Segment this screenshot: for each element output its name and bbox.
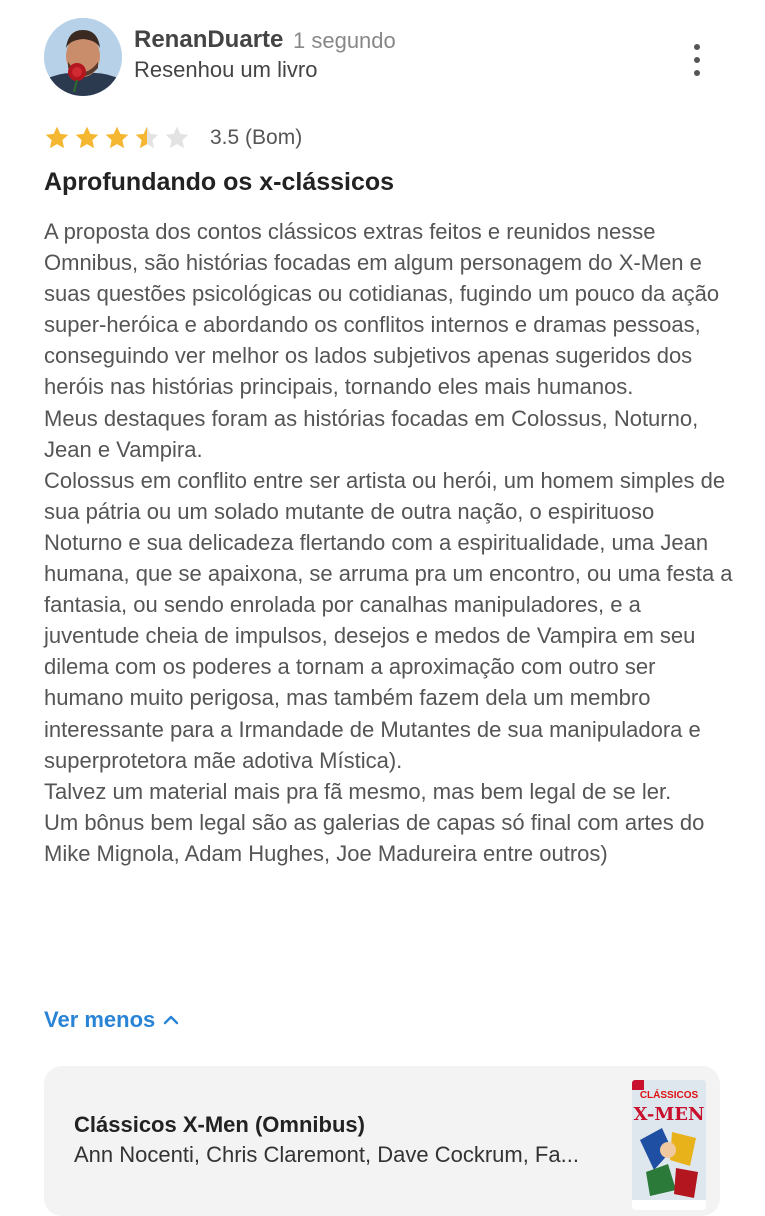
star-icon [134, 125, 160, 151]
rating-label: 3.5 (Bom) [210, 126, 303, 149]
cover-logo: X-MEN [633, 1104, 705, 1125]
user-name[interactable]: RenanDuarte [134, 26, 284, 53]
star-icon [74, 125, 100, 151]
rating [44, 122, 302, 154]
see-less-label: Ver menos [44, 1007, 156, 1032]
star-icon [44, 125, 70, 151]
review-paragraph: Meus destaques foram as histórias focadas em Colossus, Noturno, Jean e Vampira. [44, 405, 699, 462]
more-options-icon[interactable] [684, 40, 710, 80]
book-card[interactable] [44, 1066, 720, 1216]
see-less-button[interactable] [44, 1007, 179, 1033]
review-paragraph: A proposta dos contos clássicos extras feitos e reunidos nesse Omnibus, são histórias focadas em algum personagem do X-Men e suas questões psicológicas ou cotidianas, fugindo um pouco da ação super-heróica e abordando os conflitos internos e dramas pessoas, conseguindo ver melhor os lados subjetivos apenas sugeridos dos heróis nas histórias principais, tornando eles mais humanos. [44, 219, 720, 400]
activity-description: Resenhou um livro [134, 57, 318, 82]
avatar-image [44, 18, 122, 96]
review-body [44, 216, 734, 869]
post-time: 1 segundo [293, 28, 396, 53]
star-rating [44, 125, 190, 151]
book-authors: Ann Nocenti, Chris Claremont, Dave Cockrum, Fa... [74, 1142, 579, 1167]
review-paragraph: Colossus em conflito entre ser artista ou herói, um homem simples de sua pátria ou um solado mutante de outra nação, o espirituoso Noturno e sua delicadeza flertando com a espiritualidade, uma Jean humana, que se apaixona, se arruma pra um encontro, ou uma festa a fantasia, ou sendo enrolada por canalhas manipuladores, e a juventude cheia de impulsos, desejos e medos de Vampira em seu dilema com os poderes a tornam a aproximação com outro ser humano muito perigosa, mas também fazem dela um membro interessante para a Irmandade de Mutantes de sua manipuladora e superprotetora mãe adotiva Mística). [44, 467, 733, 773]
star-icon [104, 125, 130, 151]
cover-top-text: CLÁSSICOS [639, 1090, 699, 1101]
review-paragraph: Talvez um material mais pra fã mesmo, mas bem legal de se ler. [44, 778, 672, 804]
star-icon [164, 125, 190, 151]
book-title[interactable]: Clássicos X-Men (Omnibus) [74, 1112, 365, 1137]
user-avatar[interactable] [44, 18, 122, 96]
review-paragraph: Um bônus bem legal são as galerias de capas só final com artes do Mike Mignola, Adam Hughes, Joe Madureira entre outros) [44, 809, 705, 866]
book-cover[interactable] [632, 1080, 706, 1210]
review-title: Aprofundando os x-clássicos [44, 168, 395, 196]
chevron-up-icon [163, 1015, 179, 1025]
